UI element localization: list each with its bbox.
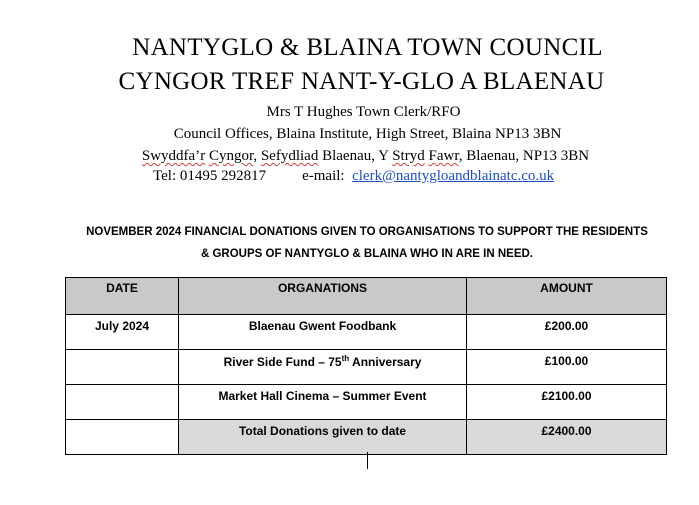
address-cy-word: Sefydliad <box>260 148 319 164</box>
address-cy-word: , Blaenau, NP13 3BN <box>458 148 590 164</box>
table-row <box>66 350 667 385</box>
donations-notice <box>62 221 672 265</box>
total-amount: £2400.00 <box>467 420 667 455</box>
cell-amount: £2100.00 <box>467 385 667 420</box>
contact-line <box>153 168 554 185</box>
header-amount: AMOUNT <box>467 278 667 315</box>
cell-date <box>66 420 179 455</box>
cell-date <box>66 385 179 420</box>
cell-date <box>66 350 179 385</box>
office-address-welsh: Swyddfa’r Cyngor, Sefydliad Blaenau, Y Stryd Fawr, Blaenau, NP13 3BN <box>141 148 590 164</box>
office-address-english: Council Offices, Blaina Institute, High Street, Blaina NP13 3BN <box>173 126 562 142</box>
address-cy-word: Blaenau, Y <box>322 148 389 164</box>
notice-line: & GROUPS OF NANTYGLO & BLAINA WHO IN ARE IN NEED. <box>200 248 533 260</box>
header-organisations: ORGANATIONS <box>179 278 467 315</box>
table-row <box>66 385 667 420</box>
cell-amount: £200.00 <box>467 315 667 350</box>
table-row <box>66 315 667 350</box>
table-total-row <box>66 420 667 455</box>
notice-line: NOVEMBER 2024 FINANCIAL DONATIONS GIVEN TO ORGANISATIONS TO SUPPORT THE RESIDENTS <box>86 226 648 238</box>
address-cy-word: Cyngor <box>208 148 254 164</box>
header-date: DATE <box>66 278 179 315</box>
email-label: e-mail: <box>302 168 345 184</box>
cell-date: July 2024 <box>66 315 179 350</box>
cell-organisation: River Side Fund – 75th Anniversary <box>179 350 467 385</box>
text-cursor <box>367 452 368 469</box>
donations-table <box>65 277 667 455</box>
council-title-english: NANTYGLO & BLAINA TOWN COUNCIL <box>132 34 603 61</box>
table-header-row <box>66 278 667 315</box>
address-cy-word: Stryd <box>392 148 425 164</box>
council-title-welsh: CYNGOR TREF NANT-Y-GLO A BLAENAU <box>118 68 605 95</box>
total-label: Total Donations given to date <box>179 420 467 455</box>
clerk-name: Mrs T Hughes Town Clerk/RFO <box>266 104 461 120</box>
email-link[interactable]: clerk@nantygloandblainatc.co.uk <box>352 168 555 184</box>
address-cy-word: Fawr <box>428 148 459 164</box>
cell-organisation: Blaenau Gwent Foodbank <box>179 315 467 350</box>
address-cy-word: Swyddfa’r <box>141 148 206 164</box>
telephone: Tel: 01495 292817 <box>153 168 267 184</box>
cell-organisation: Market Hall Cinema – Summer Event <box>179 385 467 420</box>
cell-amount: £100.00 <box>467 350 667 385</box>
